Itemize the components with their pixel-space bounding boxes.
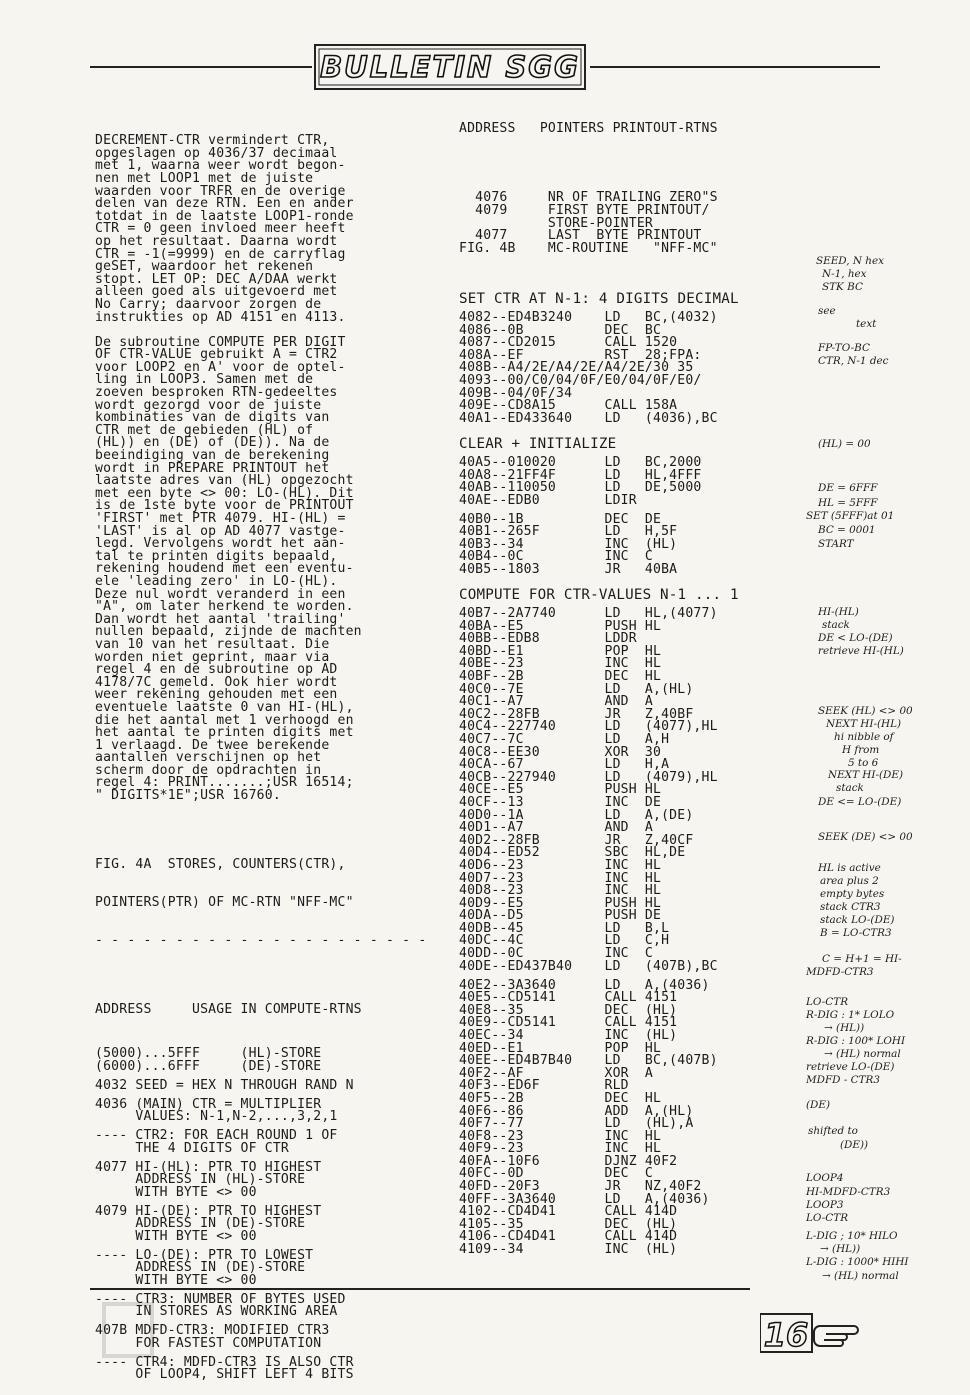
margin-note: SEEK (HL) <> 00	[818, 705, 913, 717]
text-line: met een byte <> 00: LO-(HL). Dit	[95, 485, 354, 501]
text-line: OF CTR-VALUE gebruikt A = CTR2	[95, 347, 338, 363]
code-line: 40DE--ED437B40 LD (407B),BC	[459, 958, 718, 974]
table-entry-line: ADDRESS IN (DE)-STORE	[95, 1216, 306, 1232]
page-number-badge	[760, 1312, 900, 1354]
pointer-line: FIG. 4B MC-ROUTINE "NFF-MC"	[459, 240, 718, 256]
margin-note: SEED, N hex	[816, 255, 884, 267]
text-line: wordt gezorgd voor de juiste	[95, 397, 322, 413]
code-line: 40B5--1803 JR 40BA	[459, 561, 678, 577]
code-line: 40CE--E5 PUSH HL	[459, 782, 662, 798]
section-heading: CLEAR + INITIALIZE	[459, 436, 617, 453]
table-entry-line: ---- CTR4: MDFD-CTR3 IS ALSO CTR	[95, 1354, 354, 1370]
code-line: 40DD--0C INC C	[459, 946, 653, 962]
margin-note: (DE))	[840, 1139, 869, 1151]
code-line: 40B0--1B DEC DE	[459, 511, 662, 527]
text-line: CTR met de gebieden (HL) of	[95, 422, 314, 438]
code-line: 40C7--7C LD A,H	[459, 731, 670, 747]
code-line: 40E8--35 DEC (HL)	[459, 1002, 678, 1018]
text-line: laatste adres van (HL) opgezocht	[95, 473, 354, 489]
text-line: ling in LOOP3. Samen met de	[95, 372, 314, 388]
text-line: is de 1ste byte voor de PRINTOUT	[95, 498, 354, 514]
code-line: 40CF--13 INC DE	[459, 794, 662, 810]
table-entry-line: (6000)...6FFF (DE)-STORE	[95, 1058, 322, 1074]
margin-note: → (HL))	[820, 1243, 861, 1255]
code-line: 40FD--20F3 JR NZ,40F2	[459, 1179, 702, 1195]
code-line: 40A5--010020 LD BC,2000	[459, 454, 702, 470]
margin-note: B = LO-CTR3	[820, 927, 892, 939]
code-line: 40F8--23 INC HL	[459, 1128, 662, 1144]
text-line: met 1, waarna weer wordt begon-	[95, 158, 346, 174]
code-line: 40C2--28FB JR Z,40BF	[459, 706, 694, 722]
margin-note: area plus 2	[820, 875, 879, 887]
pointing-hand-icon	[814, 1326, 858, 1346]
code-line: 40D2--28FB JR Z,40CF	[459, 832, 694, 848]
text-line: nullen bepaald, zijnde de machten	[95, 624, 362, 640]
code-line: 40D1--A7 AND A	[459, 820, 653, 836]
masthead-logo	[314, 44, 586, 90]
pointer-line: 4079 FIRST BYTE PRINTOUT/	[459, 203, 710, 219]
text-line: eventuele laatste 0 van HI-(HL),	[95, 699, 354, 715]
right-column	[459, 98, 789, 1269]
code-line: 4087--CD2015 CALL 1520	[459, 335, 678, 351]
code-line: 4086--0B DEC BC	[459, 322, 662, 338]
text-line: aantallen verschijnen op het	[95, 750, 322, 766]
text-line: Deze nul wordt veranderd in een	[95, 586, 346, 602]
code-line: 40D4--ED52 SBC HL,DE	[459, 845, 686, 861]
code-line: 40E2--3A3640 LD A,(4036)	[459, 977, 710, 993]
code-line: 40C4--227740 LD (4077),HL	[459, 719, 718, 735]
margin-note: N-1, hex	[822, 268, 867, 280]
faded-stamp	[100, 1300, 156, 1360]
margin-note: FP-TO-BC	[818, 342, 870, 354]
text-line: 'FIRST' met PTR 4079. HI-(HL) =	[95, 511, 346, 526]
margin-note: HL is active	[818, 862, 881, 874]
fig-4a-divider: - - - - - - - - - - - - - - - - - - - - -	[95, 932, 427, 948]
fig-4b-pointers	[459, 192, 789, 255]
margin-note: START	[818, 538, 854, 550]
text-line: "A", om later herkend te worden.	[95, 599, 354, 615]
text-line: wordt in PREPARE PRINTOUT het	[95, 460, 330, 476]
text-line: (HL)) en (DE) of (DE)). Na de	[95, 435, 330, 451]
code-line: 40BE--23 INC HL	[459, 656, 662, 672]
top-rule-right	[590, 66, 880, 68]
text-line: alleen goed als uitgevoerd met	[95, 284, 338, 300]
code-line: 40E5--CD5141 CALL 4151	[459, 990, 678, 1006]
text-line: De subroutine COMPUTE PER DIGIT	[95, 334, 346, 350]
text-line: 4178/7C gemeld. Ook hier wordt	[95, 674, 338, 690]
fig-4b-header: ADDRESS POINTERS PRINTOUT-RTNS	[459, 121, 718, 137]
pointer-line: 4076 NR OF TRAILING ZERO"S	[459, 190, 718, 206]
listing-sections	[459, 281, 789, 1257]
margin-note: L-DIG ; 10* HILO	[806, 1230, 898, 1242]
table-entry-line: ADDRESS IN (HL)-STORE	[95, 1172, 306, 1188]
code-line: 40FF--3A3640 LD A,(4036)	[459, 1191, 710, 1207]
code-line: 40DC--4C LD C,H	[459, 933, 670, 949]
margin-note: hi nibble of	[834, 731, 894, 743]
table-entry-line: (5000)...5FFF (HL)-STORE	[95, 1046, 322, 1062]
code-line: 40E9--CD5141 CALL 4151	[459, 1015, 678, 1031]
code-line: 40DA--D5 PUSH DE	[459, 908, 662, 924]
margin-note: BC = 0001	[818, 524, 876, 536]
margin-note: SEEK (DE) <> 00	[818, 831, 913, 843]
table-entry-line: 4032 SEED = HEX N THROUGH RAND N	[95, 1077, 354, 1093]
margin-note: CTR, N-1 dec	[818, 355, 889, 367]
code-line: 4105--35 DEC (HL)	[459, 1216, 678, 1232]
margin-note: NEXT HI-(DE)	[828, 769, 904, 781]
margin-note: R-DIG : 1* LOLO	[806, 1009, 895, 1021]
text-line: weer rekening gehouden met een	[95, 687, 338, 703]
text-line: worden niet geprint, maar via	[95, 649, 330, 665]
code-line: 40A8--21FF4F LD HL,4FFF	[459, 467, 702, 483]
text-line: regel 4 en de subroutine op AD	[95, 662, 338, 678]
margin-note: L-DIG : 1000* HIHI	[806, 1256, 909, 1268]
code-line: 40F6--86 ADD A,(HL)	[459, 1103, 694, 1119]
pointer-line: 4077 LAST BYTE PRINTOUT	[459, 228, 702, 244]
text-line: van 10 van het resultaat. Die	[95, 636, 330, 652]
margin-note: see	[818, 305, 836, 317]
margin-note: stack CTR3	[820, 901, 881, 913]
table-entry-line: 4036 (MAIN) CTR = MULTIPLIER	[95, 1096, 322, 1112]
code-line: 40C1--A7 AND A	[459, 694, 653, 710]
text-line: het aantal te printen digits met	[95, 725, 354, 741]
text-line: 1 verlaagd. De twee berekende	[95, 737, 330, 753]
text-line: stopt. LET OP: DEC A/DAA werkt	[95, 271, 338, 287]
code-line: 40DB--45 LD B,L	[459, 920, 670, 936]
code-line: 40F7--77 LD (HL),A	[459, 1116, 694, 1132]
text-line: zoeven besproken RTN-gedeeltes	[95, 385, 338, 401]
margin-note: → (HL) normal	[822, 1270, 899, 1282]
margin-note: stack	[836, 782, 864, 794]
margin-note: NEXT HI-(HL)	[826, 718, 902, 730]
code-line: 4102--CD4D41 CALL 414D	[459, 1204, 678, 1220]
margin-note: text	[856, 318, 877, 330]
margin-note: DE < LO-(DE)	[818, 632, 893, 644]
table-entry-line: WITH BYTE <> 00	[95, 1228, 257, 1244]
table-entry-line: 4079 HI-(DE): PTR TO HIGHEST	[95, 1203, 322, 1219]
code-line: 408A--EF RST 28;FPA:	[459, 347, 702, 363]
text-line: beeindiging van de berekening	[95, 448, 330, 464]
code-line: 40D9--E5 PUSH HL	[459, 895, 662, 911]
table-entry-line: FOR FASTEST COMPUTATION	[95, 1335, 322, 1351]
text-line: legd. Vervolgens wordt het aan-	[95, 536, 346, 552]
table-entry-line: THE 4 DIGITS OF CTR	[95, 1140, 289, 1156]
margin-note: MDFD - CTR3	[806, 1074, 880, 1086]
code-line: 40BF--2B DEC HL	[459, 669, 662, 685]
text-line: ele 'leading zero' in LO-(HL).	[95, 573, 338, 589]
margin-note: → (HL) normal	[824, 1048, 901, 1060]
table-entry-line: ---- CTR2: FOR EACH ROUND 1 OF	[95, 1128, 338, 1144]
code-line: 40BA--E5 PUSH HL	[459, 618, 662, 634]
code-line: 40F5--2B DEC HL	[459, 1090, 662, 1106]
text-line: " DIGITS*1E";USR 16760.	[95, 788, 281, 804]
table-entry-line: WITH BYTE <> 00	[95, 1272, 257, 1288]
code-line: 40C0--7E LD A,(HL)	[459, 681, 694, 697]
code-line: 40C8--EE30 XOR 30	[459, 744, 662, 760]
code-line: 4106--CD4D41 CALL 414D	[459, 1229, 678, 1245]
table-entry-line: 4077 HI-(HL): PTR TO HIGHEST	[95, 1159, 322, 1175]
margin-note: shifted to	[808, 1125, 858, 1137]
code-line: 409B--04/0F/34	[459, 385, 573, 401]
code-line: 40AB--110050 LD DE,5000	[459, 480, 702, 496]
text-line: waarden voor TRFR en de overige	[95, 183, 346, 199]
margin-note: retrieve LO-(DE)	[806, 1061, 895, 1073]
margin-note: HL = 5FFF	[818, 497, 878, 509]
text-line: regel 4: PRINT.......;USR 16514;	[95, 775, 354, 791]
margin-note: (DE)	[806, 1099, 831, 1111]
code-line: 409E--CD8A15 CALL 158A	[459, 398, 678, 414]
code-line: 40B3--34 INC (HL)	[459, 536, 678, 552]
margin-note: LOOP4	[806, 1172, 844, 1184]
code-line: 4093--00/C0/04/0F/E0/04/0F/E0/	[459, 373, 702, 389]
code-line: 40A1--ED433640 LD (4036),BC	[459, 410, 718, 426]
section-heading: COMPUTE FOR CTR-VALUES N-1 ... 1	[459, 587, 739, 604]
table-entry-line: OF LOOP4, SHIFT LEFT 4 BITS	[95, 1367, 354, 1383]
text-line: die het aantal met 1 verhoogd en	[95, 712, 354, 728]
margin-note: empty bytes	[820, 888, 885, 900]
left-column	[95, 110, 447, 1395]
article-text	[95, 135, 447, 802]
code-line: 4082--ED4B3240 LD BC,(4032)	[459, 310, 718, 326]
margin-note: SET (5FFF)at 01	[806, 510, 895, 522]
code-line: 40CA--67 LD H,A	[459, 757, 670, 773]
text-line: rekening houdend met een eventu-	[95, 561, 354, 577]
code-line: 40CB--227940 LD (4079),HL	[459, 769, 718, 785]
margin-note: LO-CTR	[806, 996, 849, 1008]
code-line: 40ED--E1 POP HL	[459, 1040, 662, 1056]
code-line: 40AE--EDB0 LDIR	[459, 492, 637, 508]
code-line: 40BD--E1 POP HL	[459, 643, 662, 659]
margin-note: DE <= LO-(DE)	[818, 796, 902, 808]
text-line: totdat in de laatste LOOP1-ronde	[95, 208, 354, 224]
table-entry-line: ADDRESS IN (DE)-STORE	[95, 1260, 306, 1276]
code-line: 40B1--265F LD H,5F	[459, 524, 678, 540]
margin-note: H from	[842, 744, 880, 756]
text-line: voor LOOP2 en A' voor de optel-	[95, 359, 346, 375]
code-line: 40EE--ED4B7B40 LD BC,(407B)	[459, 1053, 718, 1069]
code-line: 40D6--23 INC HL	[459, 857, 662, 873]
margin-note: → (HL))	[824, 1022, 865, 1034]
margin-note: R-DIG : 100* LOHI	[806, 1035, 906, 1047]
text-line: 'LAST' is al op AD 4077 vastge-	[95, 523, 346, 539]
margin-note: DE = 6FFF	[818, 482, 878, 494]
code-line: 40D7--23 INC HL	[459, 870, 662, 886]
fig-4a-title-line1: FIG. 4A STORES, COUNTERS(CTR),	[95, 857, 346, 873]
margin-note: HI-(HL)	[818, 606, 859, 618]
code-line: 408B--A4/2E/A4/2E/A4/2E/30 35	[459, 360, 694, 376]
margin-note: MDFD-CTR3	[806, 966, 874, 978]
table-entry-line: VALUES: N-1,N-2,...,3,2,1	[95, 1109, 338, 1125]
code-line: 40D0--1A LD A,(DE)	[459, 807, 694, 823]
table-entry-line: WITH BYTE <> 00	[95, 1184, 257, 1200]
text-line: instrukties op AD 4151 en 4113.	[95, 309, 346, 325]
code-line: 40FC--0D DEC C	[459, 1166, 653, 1182]
code-line: 40F2--AF XOR A	[459, 1065, 653, 1081]
margin-note: HI-MDFD-CTR3	[806, 1186, 891, 1198]
fig-4a-table-header: ADDRESS USAGE IN COMPUTE-RTNS	[95, 1002, 362, 1018]
text-line: CTR = -1(=9999) en de carryflag	[95, 246, 346, 262]
masthead-title: BULLETIN SGG	[320, 50, 580, 84]
code-line: 40B7--2A7740 LD HL,(4077)	[459, 606, 718, 622]
table-entry-line: IN STORES AS WORKING AREA	[95, 1304, 338, 1320]
code-line: 4109--34 INC (HL)	[459, 1242, 678, 1258]
text-line: DECREMENT-CTR vermindert CTR,	[95, 133, 330, 149]
margin-note: C = H+1 = HI-	[822, 953, 902, 965]
margin-note: 5 to 6	[848, 757, 879, 769]
text-line: nen met LOOP1 met de juiste	[95, 170, 314, 186]
page-number: 16	[763, 1316, 809, 1354]
top-rule	[90, 66, 312, 68]
margin-note: (HL) = 00	[818, 438, 871, 450]
table-entry-line: ---- LO-(DE): PTR TO LOWEST	[95, 1247, 314, 1263]
text-line: CTR = 0 geen invloed meer heeft	[95, 221, 346, 237]
code-line: 40FA--10F6 DJNZ 40F2	[459, 1153, 678, 1169]
code-line: 40EC--34 INC (HL)	[459, 1027, 678, 1043]
fig-4a-title-line2: POINTERS(PTR) OF MC-RTN "NFF-MC"	[95, 895, 354, 911]
code-line: 40BB--EDB8 LDDR	[459, 631, 637, 647]
text-line: opgeslagen op 4036/37 decimaal	[95, 145, 338, 161]
bottom-rule	[90, 1288, 750, 1290]
margin-note: LO-CTR	[806, 1212, 849, 1224]
text-line: No Carry; daarvoor zorgen de	[95, 296, 322, 312]
table-entry-line: ---- CTR3: NUMBER OF BYTES USED	[95, 1291, 346, 1307]
code-line: 40F3--ED6F RLD	[459, 1078, 629, 1094]
code-line: 40D8--23 INC HL	[459, 883, 662, 899]
pointer-line: STORE-POINTER	[459, 215, 653, 231]
text-line: delen van deze RTN. Een en ander	[95, 196, 354, 212]
margin-note: retrieve HI-(HL)	[818, 645, 904, 657]
margin-note: stack	[822, 619, 850, 631]
code-line: 40B4--0C INC C	[459, 549, 653, 565]
text-line: geSET, waardoor het rekenen	[95, 259, 314, 275]
section-heading: SET CTR AT N-1: 4 DIGITS DECIMAL	[459, 291, 739, 308]
text-line: scherm door de opdrachten in	[95, 762, 322, 778]
text-line: kombinaties van de digits van	[95, 410, 330, 426]
code-line: 40F9--23 INC HL	[459, 1141, 662, 1157]
margin-note: stack LO-(DE)	[820, 914, 895, 926]
text-line: tal te printen digits bepaald,	[95, 548, 338, 564]
margin-note: LOOP3	[806, 1199, 844, 1211]
text-line: Dan wordt het aantal 'trailing'	[95, 611, 346, 627]
margin-note: STK BC	[822, 281, 863, 293]
text-line: op het resultaat. Daarna wordt	[95, 233, 338, 249]
table-entry-line: 407B MDFD-CTR3: MODIFIED CTR3	[95, 1323, 330, 1339]
